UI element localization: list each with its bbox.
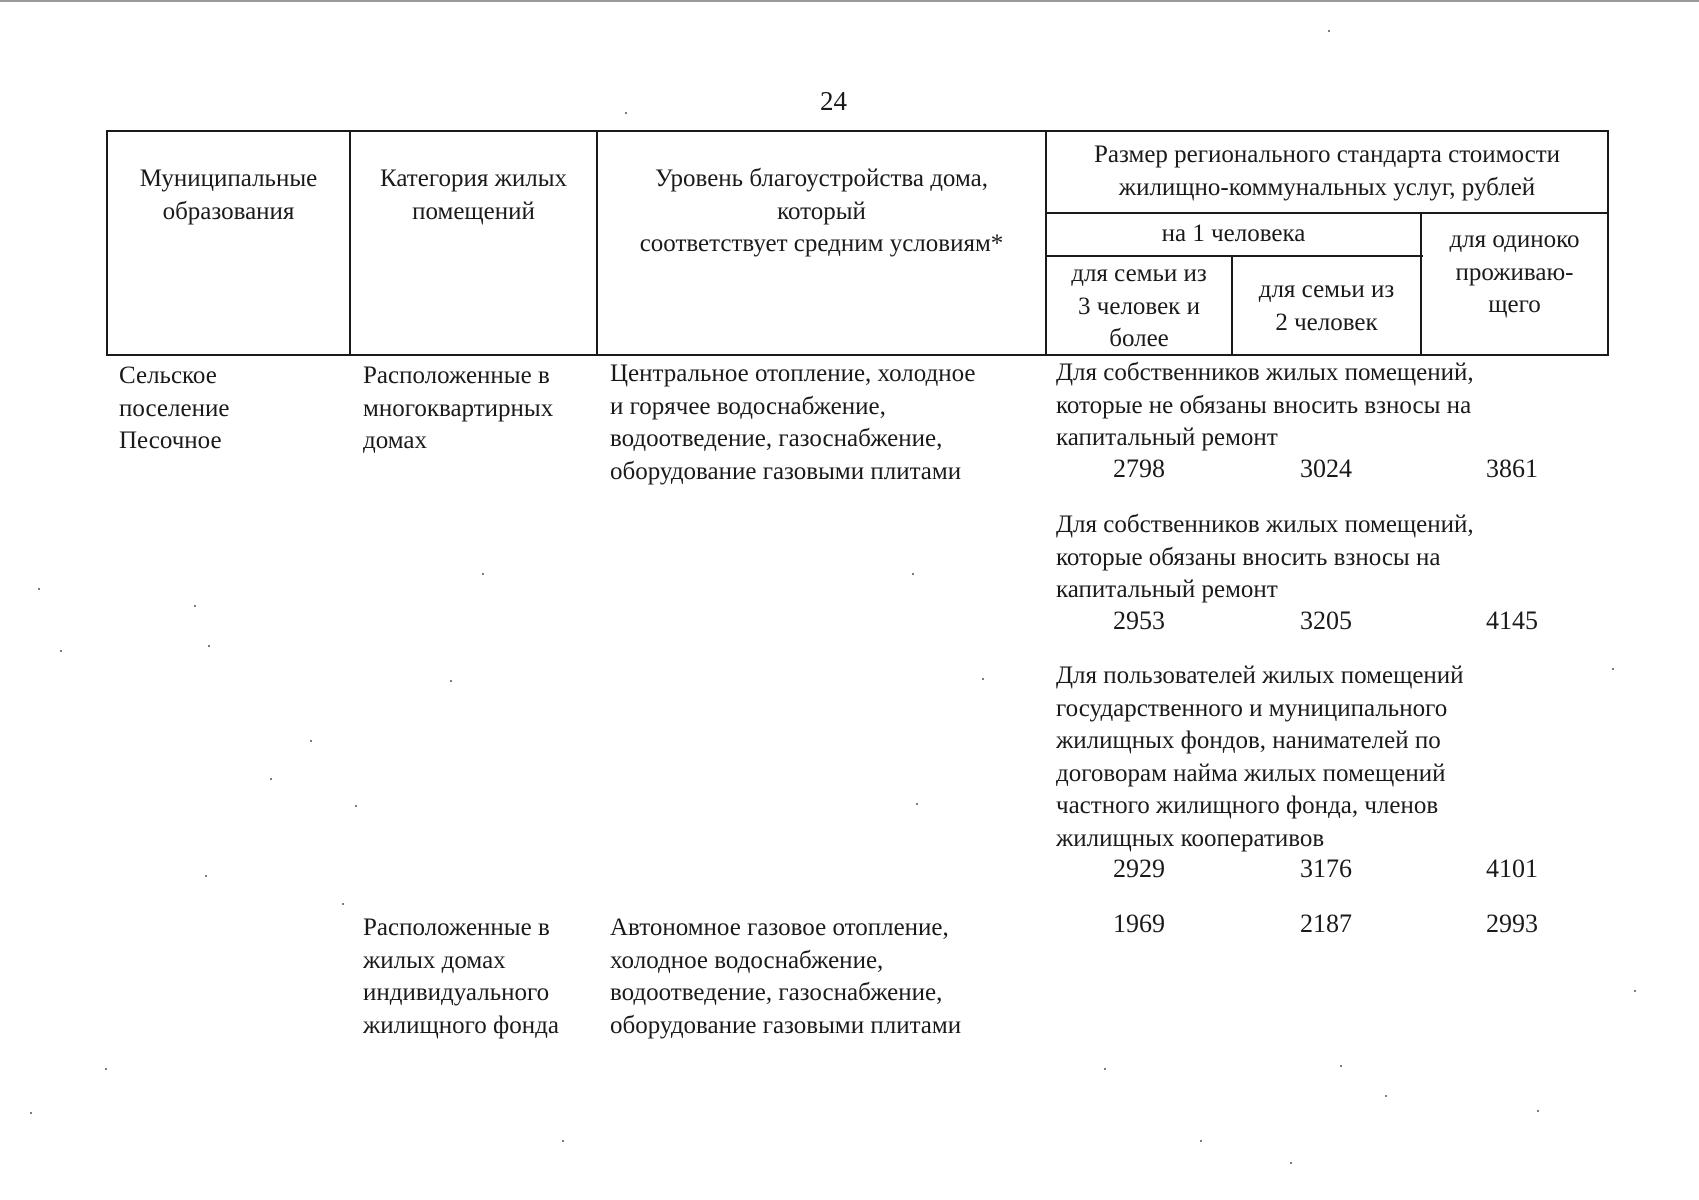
apartment-category: Расположенные в многоквартирных домах	[363, 362, 554, 454]
owners-with-repair-fee-label: Для собственников жилых помещений, которые обязаны вносить взносы на капитальный ремонт	[1056, 511, 1474, 603]
scan-speck	[1104, 1068, 1106, 1070]
scan-speck	[562, 1140, 564, 1142]
header-category: Категория жилых помещений	[380, 165, 567, 225]
tenants-label: Для пользователей жилых помещений государственного и муниципального жилищных фондов, нанимателей по договорам найма жилых помещений частного жилищного фонда, членов жилищных кооперативов	[1056, 662, 1464, 852]
header-family-2: для семьи из 2 человек	[1258, 276, 1395, 336]
scan-speck	[450, 680, 452, 682]
value-family-2: 2187	[1300, 909, 1352, 938]
scan-speck	[205, 875, 207, 877]
header-family-3-plus: для семьи из 3 человек и более	[1071, 260, 1207, 352]
value-family-3-plus: 1969	[1113, 909, 1165, 938]
header-split-border	[1045, 212, 1609, 214]
scan-speck	[105, 1068, 107, 1070]
scan-speck	[1634, 990, 1636, 992]
scan-speck	[355, 805, 357, 807]
scan-speck	[342, 903, 344, 905]
header-improvement-level: Уровень благоустройства дома, который соответствует средним условиям*	[639, 165, 1004, 257]
scan-speck	[1328, 30, 1330, 32]
header-top-border	[106, 130, 1609, 132]
house-category: Расположенные в жилых домах индивидуального жилищного фонда	[363, 914, 559, 1039]
value-family-2: 3024	[1300, 454, 1352, 483]
value-family-3-plus: 2953	[1113, 606, 1165, 635]
scan-speck	[194, 605, 196, 607]
scan-speck	[30, 1112, 32, 1114]
scan-speck	[1385, 1095, 1387, 1097]
page-number: 24	[820, 86, 847, 116]
header-municipality: Муниципальные образования	[139, 165, 318, 225]
scan-speck	[982, 678, 984, 680]
scan-speck	[208, 645, 210, 647]
owners-no-repair-fee-label: Для собственников жилых помещений, которые не обязаны вносить взносы на капитальный ремонт	[1056, 359, 1474, 451]
scan-speck	[60, 650, 62, 652]
scan-speck	[1290, 1162, 1292, 1164]
scan-speck	[1200, 1140, 1202, 1142]
value-single: 4145	[1486, 606, 1538, 635]
header-border-right	[1607, 130, 1609, 356]
scan-speck	[1612, 668, 1614, 670]
scan-speck	[270, 778, 272, 780]
scan-speck	[38, 588, 40, 590]
value-family-3-plus: 2929	[1113, 854, 1165, 883]
scan-speck	[482, 573, 484, 575]
scan-speck	[625, 112, 627, 114]
scan-speck	[912, 573, 914, 575]
value-single: 2993	[1486, 909, 1538, 938]
value-family-2: 3205	[1300, 606, 1352, 635]
apartment-improvement: Центральное отопление, холодное и горячее водоснабжение, водоотведение, газоснабжение, оборудование газовыми плитами	[610, 360, 976, 485]
value-single: 4101	[1486, 854, 1538, 883]
header-single-resident: для одиноко проживаю- щего	[1449, 226, 1580, 318]
value-family-3-plus: 2798	[1113, 454, 1165, 483]
scan-speck	[916, 803, 918, 805]
value-single: 3861	[1486, 454, 1538, 483]
municipality-name: Сельское поселение Песочное	[119, 362, 230, 454]
scan-speck	[1340, 1065, 1342, 1067]
house-improvement: Автономное газовое отопление, холодное водоснабжение, водоотведение, газоснабжение, оборудование газовыми плитами	[610, 914, 962, 1039]
header-standard-size: Размер регионального стандарта стоимости жилищно-коммунальных услуг, рублей	[1093, 141, 1561, 201]
scan-speck	[310, 740, 312, 742]
value-family-2: 3176	[1300, 854, 1352, 883]
header-bottom-border	[106, 354, 1609, 356]
per-person-split-border	[1045, 255, 1423, 257]
scan-speck	[1537, 1110, 1539, 1112]
scan-top-edge	[0, 0, 1699, 2]
header-per-person: на 1 человека	[1161, 220, 1306, 247]
